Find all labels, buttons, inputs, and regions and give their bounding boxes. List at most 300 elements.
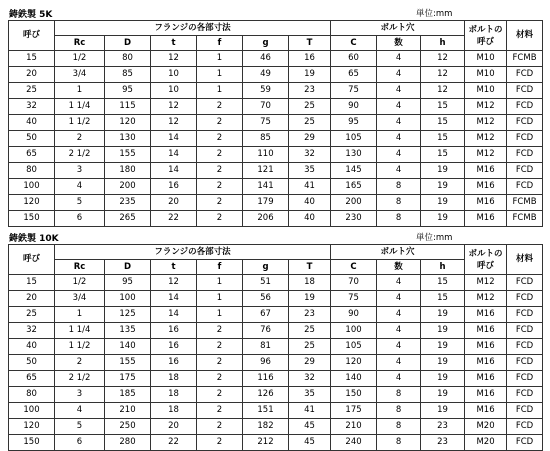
table-cell: 175: [105, 371, 151, 387]
table-cell: 95: [105, 275, 151, 291]
table-cell: 29: [289, 355, 331, 371]
table-cell: 25: [289, 115, 331, 131]
table-cell: M16: [465, 371, 507, 387]
table-row: [9, 67, 543, 83]
table-cell: 22: [151, 211, 197, 227]
table-row: [9, 403, 543, 419]
table-cell: FCMB: [507, 211, 543, 227]
table-cell: 4: [377, 163, 421, 179]
column-header: D: [105, 36, 151, 51]
table-cell: 1/2: [55, 51, 105, 67]
table-cell: 130: [105, 131, 151, 147]
table-cell: 49: [243, 67, 289, 83]
column-header: C: [331, 260, 377, 275]
table-cell: 14: [151, 131, 197, 147]
table-cell: 4: [377, 147, 421, 163]
table-cell: FCD: [507, 403, 543, 419]
table-row: [9, 387, 543, 403]
table-cell: 1 1/2: [55, 115, 105, 131]
table-cell: FCD: [507, 147, 543, 163]
table-cell: FCD: [507, 371, 543, 387]
table-cell: 2: [197, 355, 243, 371]
table-cell: 56: [243, 291, 289, 307]
table-cell: 179: [243, 195, 289, 211]
table-cell: M20: [465, 419, 507, 435]
table-cell: FCD: [507, 131, 543, 147]
table-cell: 15: [9, 51, 55, 67]
table-body: [9, 275, 543, 451]
table-cell: 110: [243, 147, 289, 163]
table-cell: 212: [243, 435, 289, 451]
table-cell: 12: [151, 51, 197, 67]
table-cell: FCD: [507, 387, 543, 403]
table-cell: 23: [421, 435, 465, 451]
table-row: [9, 195, 543, 211]
table-cell: 19: [289, 67, 331, 83]
table-cell: 2: [197, 387, 243, 403]
table-row: [9, 115, 543, 131]
table-cell: 1: [197, 275, 243, 291]
column-header: g: [243, 36, 289, 51]
table-cell: 2: [197, 131, 243, 147]
table-cell: 8: [377, 403, 421, 419]
table-cell: FCD: [507, 115, 543, 131]
table-row: [9, 307, 543, 323]
table-cell: 18: [151, 387, 197, 403]
section-title: 鋳鉄製 10K: [9, 234, 59, 244]
section-caption: [8, 4, 542, 20]
column-header: f: [197, 36, 243, 51]
table-cell: 2: [197, 323, 243, 339]
column-header: h: [421, 36, 465, 51]
table-cell: 2: [55, 131, 105, 147]
table-cell: 19: [421, 307, 465, 323]
column-header: T: [289, 36, 331, 51]
table-cell: 150: [331, 387, 377, 403]
table-cell: 8: [377, 419, 421, 435]
section-5k: [8, 4, 542, 227]
table-cell: 250: [105, 419, 151, 435]
table-row: [9, 355, 543, 371]
table-row: [9, 211, 543, 227]
table-cell: 90: [331, 307, 377, 323]
table-cell: 10: [151, 67, 197, 83]
table-cell: M16: [465, 323, 507, 339]
table-cell: 2: [197, 419, 243, 435]
table-cell: 2: [197, 147, 243, 163]
table-cell: 1: [197, 51, 243, 67]
table-cell: 90: [331, 99, 377, 115]
table-cell: M16: [465, 355, 507, 371]
table-cell: 4: [377, 291, 421, 307]
table-cell: 280: [105, 435, 151, 451]
table-row: [9, 163, 543, 179]
table-cell: 23: [289, 307, 331, 323]
table-cell: 240: [331, 435, 377, 451]
table-cell: FCMB: [507, 51, 543, 67]
table-cell: 15: [421, 291, 465, 307]
table-cell: 96: [243, 355, 289, 371]
unit-label: 単位:mm: [416, 233, 453, 243]
table-cell: 41: [289, 179, 331, 195]
table-cell: 14: [151, 307, 197, 323]
table-cell: 2: [197, 339, 243, 355]
table-cell: M16: [465, 179, 507, 195]
table-cell: 12: [421, 67, 465, 83]
column-header: C: [331, 36, 377, 51]
table-cell: 2: [197, 179, 243, 195]
table-cell: 4: [377, 51, 421, 67]
table-cell: 100: [105, 291, 151, 307]
table-cell: 120: [9, 195, 55, 211]
table-cell: M12: [465, 99, 507, 115]
table-cell: 1: [197, 83, 243, 99]
table-cell: 6: [55, 211, 105, 227]
table-cell: 2 1/2: [55, 371, 105, 387]
table-cell: 45: [289, 435, 331, 451]
table-cell: 19: [421, 195, 465, 211]
table-cell: 16: [151, 339, 197, 355]
table-cell: 22: [151, 435, 197, 451]
table-cell: FCD: [507, 339, 543, 355]
table-cell: 65: [9, 147, 55, 163]
table-cell: 19: [421, 355, 465, 371]
section-caption: [8, 228, 542, 244]
table-cell: 4: [377, 115, 421, 131]
table-cell: M16: [465, 195, 507, 211]
table-cell: 150: [9, 435, 55, 451]
table-row: [9, 323, 543, 339]
table-cell: M20: [465, 435, 507, 451]
table-cell: 126: [243, 387, 289, 403]
table-cell: 210: [331, 419, 377, 435]
table-cell: 3: [55, 387, 105, 403]
table-cell: M16: [465, 387, 507, 403]
table-cell: M16: [465, 211, 507, 227]
table-cell: 1: [55, 83, 105, 99]
table-cell: 19: [421, 211, 465, 227]
table-cell: 18: [151, 371, 197, 387]
column-header: Rc: [55, 36, 105, 51]
table-cell: 12: [151, 275, 197, 291]
table-cell: 45: [289, 419, 331, 435]
table-cell: 200: [331, 195, 377, 211]
table-cell: 35: [289, 387, 331, 403]
table-row: [9, 147, 543, 163]
table-cell: 4: [377, 67, 421, 83]
table-cell: 8: [377, 179, 421, 195]
table-cell: FCD: [507, 163, 543, 179]
table-cell: 40: [289, 211, 331, 227]
table-cell: 145: [331, 163, 377, 179]
table-cell: 120: [331, 355, 377, 371]
header-bolt-size: ボルトの呼び: [465, 21, 507, 51]
unit-label: 単位:mm: [416, 9, 453, 19]
table-cell: 4: [55, 403, 105, 419]
table-cell: 1: [197, 291, 243, 307]
table-cell: 23: [421, 419, 465, 435]
table-cell: 75: [243, 115, 289, 131]
table-cell: 85: [105, 67, 151, 83]
table-row: [9, 83, 543, 99]
table-cell: 23: [289, 83, 331, 99]
table-cell: 70: [331, 275, 377, 291]
table-row: [9, 275, 543, 291]
table-cell: 5: [55, 195, 105, 211]
table-cell: 41: [289, 403, 331, 419]
table-cell: 4: [377, 275, 421, 291]
table-cell: 105: [331, 339, 377, 355]
table-cell: 51: [243, 275, 289, 291]
table-cell: 2: [197, 115, 243, 131]
table-row: [9, 179, 543, 195]
table-cell: 1/2: [55, 275, 105, 291]
column-header: Rc: [55, 260, 105, 275]
table-cell: 32: [289, 371, 331, 387]
table-cell: M12: [465, 275, 507, 291]
flange-table-10k: [8, 244, 543, 451]
table-cell: M16: [465, 339, 507, 355]
section-10k: [8, 228, 542, 451]
table-cell: 19: [421, 371, 465, 387]
table-cell: FCD: [507, 419, 543, 435]
table-row: [9, 99, 543, 115]
table-cell: 180: [105, 163, 151, 179]
table-cell: 140: [331, 371, 377, 387]
table-cell: 4: [377, 131, 421, 147]
column-header: D: [105, 260, 151, 275]
table-cell: 125: [105, 307, 151, 323]
table-cell: M12: [465, 131, 507, 147]
table-row: [9, 419, 543, 435]
table-cell: 29: [289, 131, 331, 147]
table-cell: 2: [197, 435, 243, 451]
table-cell: 4: [377, 307, 421, 323]
table-cell: 2: [55, 355, 105, 371]
table-cell: 16: [151, 323, 197, 339]
table-cell: 2: [197, 163, 243, 179]
table-cell: 120: [105, 115, 151, 131]
table-cell: 20: [151, 195, 197, 211]
table-cell: 4: [377, 339, 421, 355]
table-cell: 2: [197, 211, 243, 227]
column-header: g: [243, 260, 289, 275]
table-cell: 20: [151, 419, 197, 435]
table-cell: 115: [105, 99, 151, 115]
table-cell: 40: [289, 195, 331, 211]
table-cell: 1 1/4: [55, 99, 105, 115]
table-cell: 5: [55, 419, 105, 435]
table-cell: 75: [331, 291, 377, 307]
table-cell: 32: [289, 147, 331, 163]
table-cell: FCD: [507, 99, 543, 115]
table-cell: 16: [289, 51, 331, 67]
table-cell: FCD: [507, 323, 543, 339]
table-cell: 35: [289, 163, 331, 179]
table-cell: 15: [421, 275, 465, 291]
subheader-row: [9, 260, 543, 275]
table-cell: 2: [197, 403, 243, 419]
table-cell: FCD: [507, 179, 543, 195]
table-cell: 15: [9, 275, 55, 291]
table-cell: FCD: [507, 355, 543, 371]
table-row: [9, 131, 543, 147]
table-cell: 4: [377, 355, 421, 371]
table-cell: 1: [55, 307, 105, 323]
table-cell: 230: [331, 211, 377, 227]
subheader-row: [9, 36, 543, 51]
table-cell: 80: [9, 163, 55, 179]
table-cell: 100: [9, 403, 55, 419]
table-cell: 4: [377, 371, 421, 387]
table-cell: FCMB: [507, 195, 543, 211]
header-bolt-size: ボルトの呼び: [465, 245, 507, 275]
table-cell: 135: [105, 323, 151, 339]
table-cell: 120: [9, 419, 55, 435]
table-cell: 206: [243, 211, 289, 227]
table-cell: 4: [377, 99, 421, 115]
table-cell: 165: [331, 179, 377, 195]
table-cell: 32: [9, 323, 55, 339]
table-cell: 3/4: [55, 291, 105, 307]
header-material: 材料: [507, 245, 543, 275]
table-cell: 16: [151, 355, 197, 371]
table-cell: 19: [421, 403, 465, 419]
table-cell: M10: [465, 83, 507, 99]
header-bolt-holes: ボルト穴: [331, 21, 465, 36]
table-cell: 8: [377, 435, 421, 451]
table-cell: M16: [465, 403, 507, 419]
table-cell: 182: [243, 419, 289, 435]
column-header: f: [197, 260, 243, 275]
table-cell: 20: [9, 67, 55, 83]
table-cell: 10: [151, 83, 197, 99]
table-cell: 25: [9, 307, 55, 323]
table-cell: FCD: [507, 435, 543, 451]
table-cell: M10: [465, 51, 507, 67]
table-cell: 25: [289, 339, 331, 355]
table-cell: 6: [55, 435, 105, 451]
table-cell: FCD: [507, 83, 543, 99]
table-cell: 75: [331, 83, 377, 99]
table-cell: 2: [197, 371, 243, 387]
table-cell: 18: [289, 275, 331, 291]
column-header: t: [151, 36, 197, 51]
column-header: t: [151, 260, 197, 275]
table-cell: 15: [421, 131, 465, 147]
table-cell: 116: [243, 371, 289, 387]
table-cell: FCD: [507, 67, 543, 83]
table-cell: M16: [465, 307, 507, 323]
table-row: [9, 291, 543, 307]
table-cell: 12: [151, 99, 197, 115]
table-cell: 50: [9, 355, 55, 371]
table-cell: 32: [9, 99, 55, 115]
table-cell: 100: [9, 179, 55, 195]
table-row: [9, 435, 543, 451]
table-cell: 3/4: [55, 67, 105, 83]
table-row: [9, 371, 543, 387]
table-cell: 40: [9, 115, 55, 131]
table-cell: 25: [9, 83, 55, 99]
header-flange-dimensions: フランジの各部寸法: [55, 21, 331, 36]
header-flange-dimensions: フランジの各部寸法: [55, 245, 331, 260]
table-cell: 130: [331, 147, 377, 163]
table-body: [9, 51, 543, 227]
section-title: 鋳鉄製 5K: [9, 10, 53, 20]
table-cell: 59: [243, 83, 289, 99]
table-cell: 1 1/2: [55, 339, 105, 355]
table-cell: 80: [105, 51, 151, 67]
table-cell: 50: [9, 131, 55, 147]
table-cell: 19: [421, 339, 465, 355]
table-cell: 200: [105, 179, 151, 195]
table-cell: 18: [151, 403, 197, 419]
table-cell: 67: [243, 307, 289, 323]
header-nominal: 呼び: [9, 21, 55, 51]
table-cell: 40: [9, 339, 55, 355]
table-cell: 235: [105, 195, 151, 211]
header-nominal: 呼び: [9, 245, 55, 275]
table-cell: 65: [331, 67, 377, 83]
header-material: 材料: [507, 21, 543, 51]
table-cell: 14: [151, 291, 197, 307]
table-cell: 8: [377, 387, 421, 403]
table-cell: 12: [151, 115, 197, 131]
table-cell: 15: [421, 147, 465, 163]
table-cell: 151: [243, 403, 289, 419]
column-header: 数: [377, 36, 421, 51]
table-cell: 15: [421, 115, 465, 131]
table-cell: 12: [421, 83, 465, 99]
table-cell: M16: [465, 163, 507, 179]
table-cell: 60: [331, 51, 377, 67]
table-cell: 20: [9, 291, 55, 307]
table-cell: 19: [421, 179, 465, 195]
header-bolt-holes: ボルト穴: [331, 245, 465, 260]
table-cell: 2: [197, 195, 243, 211]
table-cell: M12: [465, 291, 507, 307]
table-cell: 100: [331, 323, 377, 339]
table-cell: 210: [105, 403, 151, 419]
table-cell: 76: [243, 323, 289, 339]
table-cell: 95: [105, 83, 151, 99]
table-row: [9, 51, 543, 67]
table-cell: 105: [331, 131, 377, 147]
table-cell: 4: [377, 323, 421, 339]
table-cell: 12: [421, 51, 465, 67]
table-cell: 185: [105, 387, 151, 403]
table-cell: 14: [151, 147, 197, 163]
table-cell: 15: [421, 99, 465, 115]
table-cell: M12: [465, 147, 507, 163]
table-cell: 1: [197, 307, 243, 323]
table-cell: 1: [197, 67, 243, 83]
table-cell: 4: [377, 83, 421, 99]
table-cell: 1 1/4: [55, 323, 105, 339]
table-cell: FCD: [507, 307, 543, 323]
table-cell: M12: [465, 115, 507, 131]
table-cell: 65: [9, 371, 55, 387]
table-cell: 265: [105, 211, 151, 227]
table-cell: 19: [289, 291, 331, 307]
table-cell: 95: [331, 115, 377, 131]
table-cell: 155: [105, 147, 151, 163]
table-cell: 25: [289, 323, 331, 339]
table-cell: 8: [377, 211, 421, 227]
table-cell: 81: [243, 339, 289, 355]
table-cell: 25: [289, 99, 331, 115]
